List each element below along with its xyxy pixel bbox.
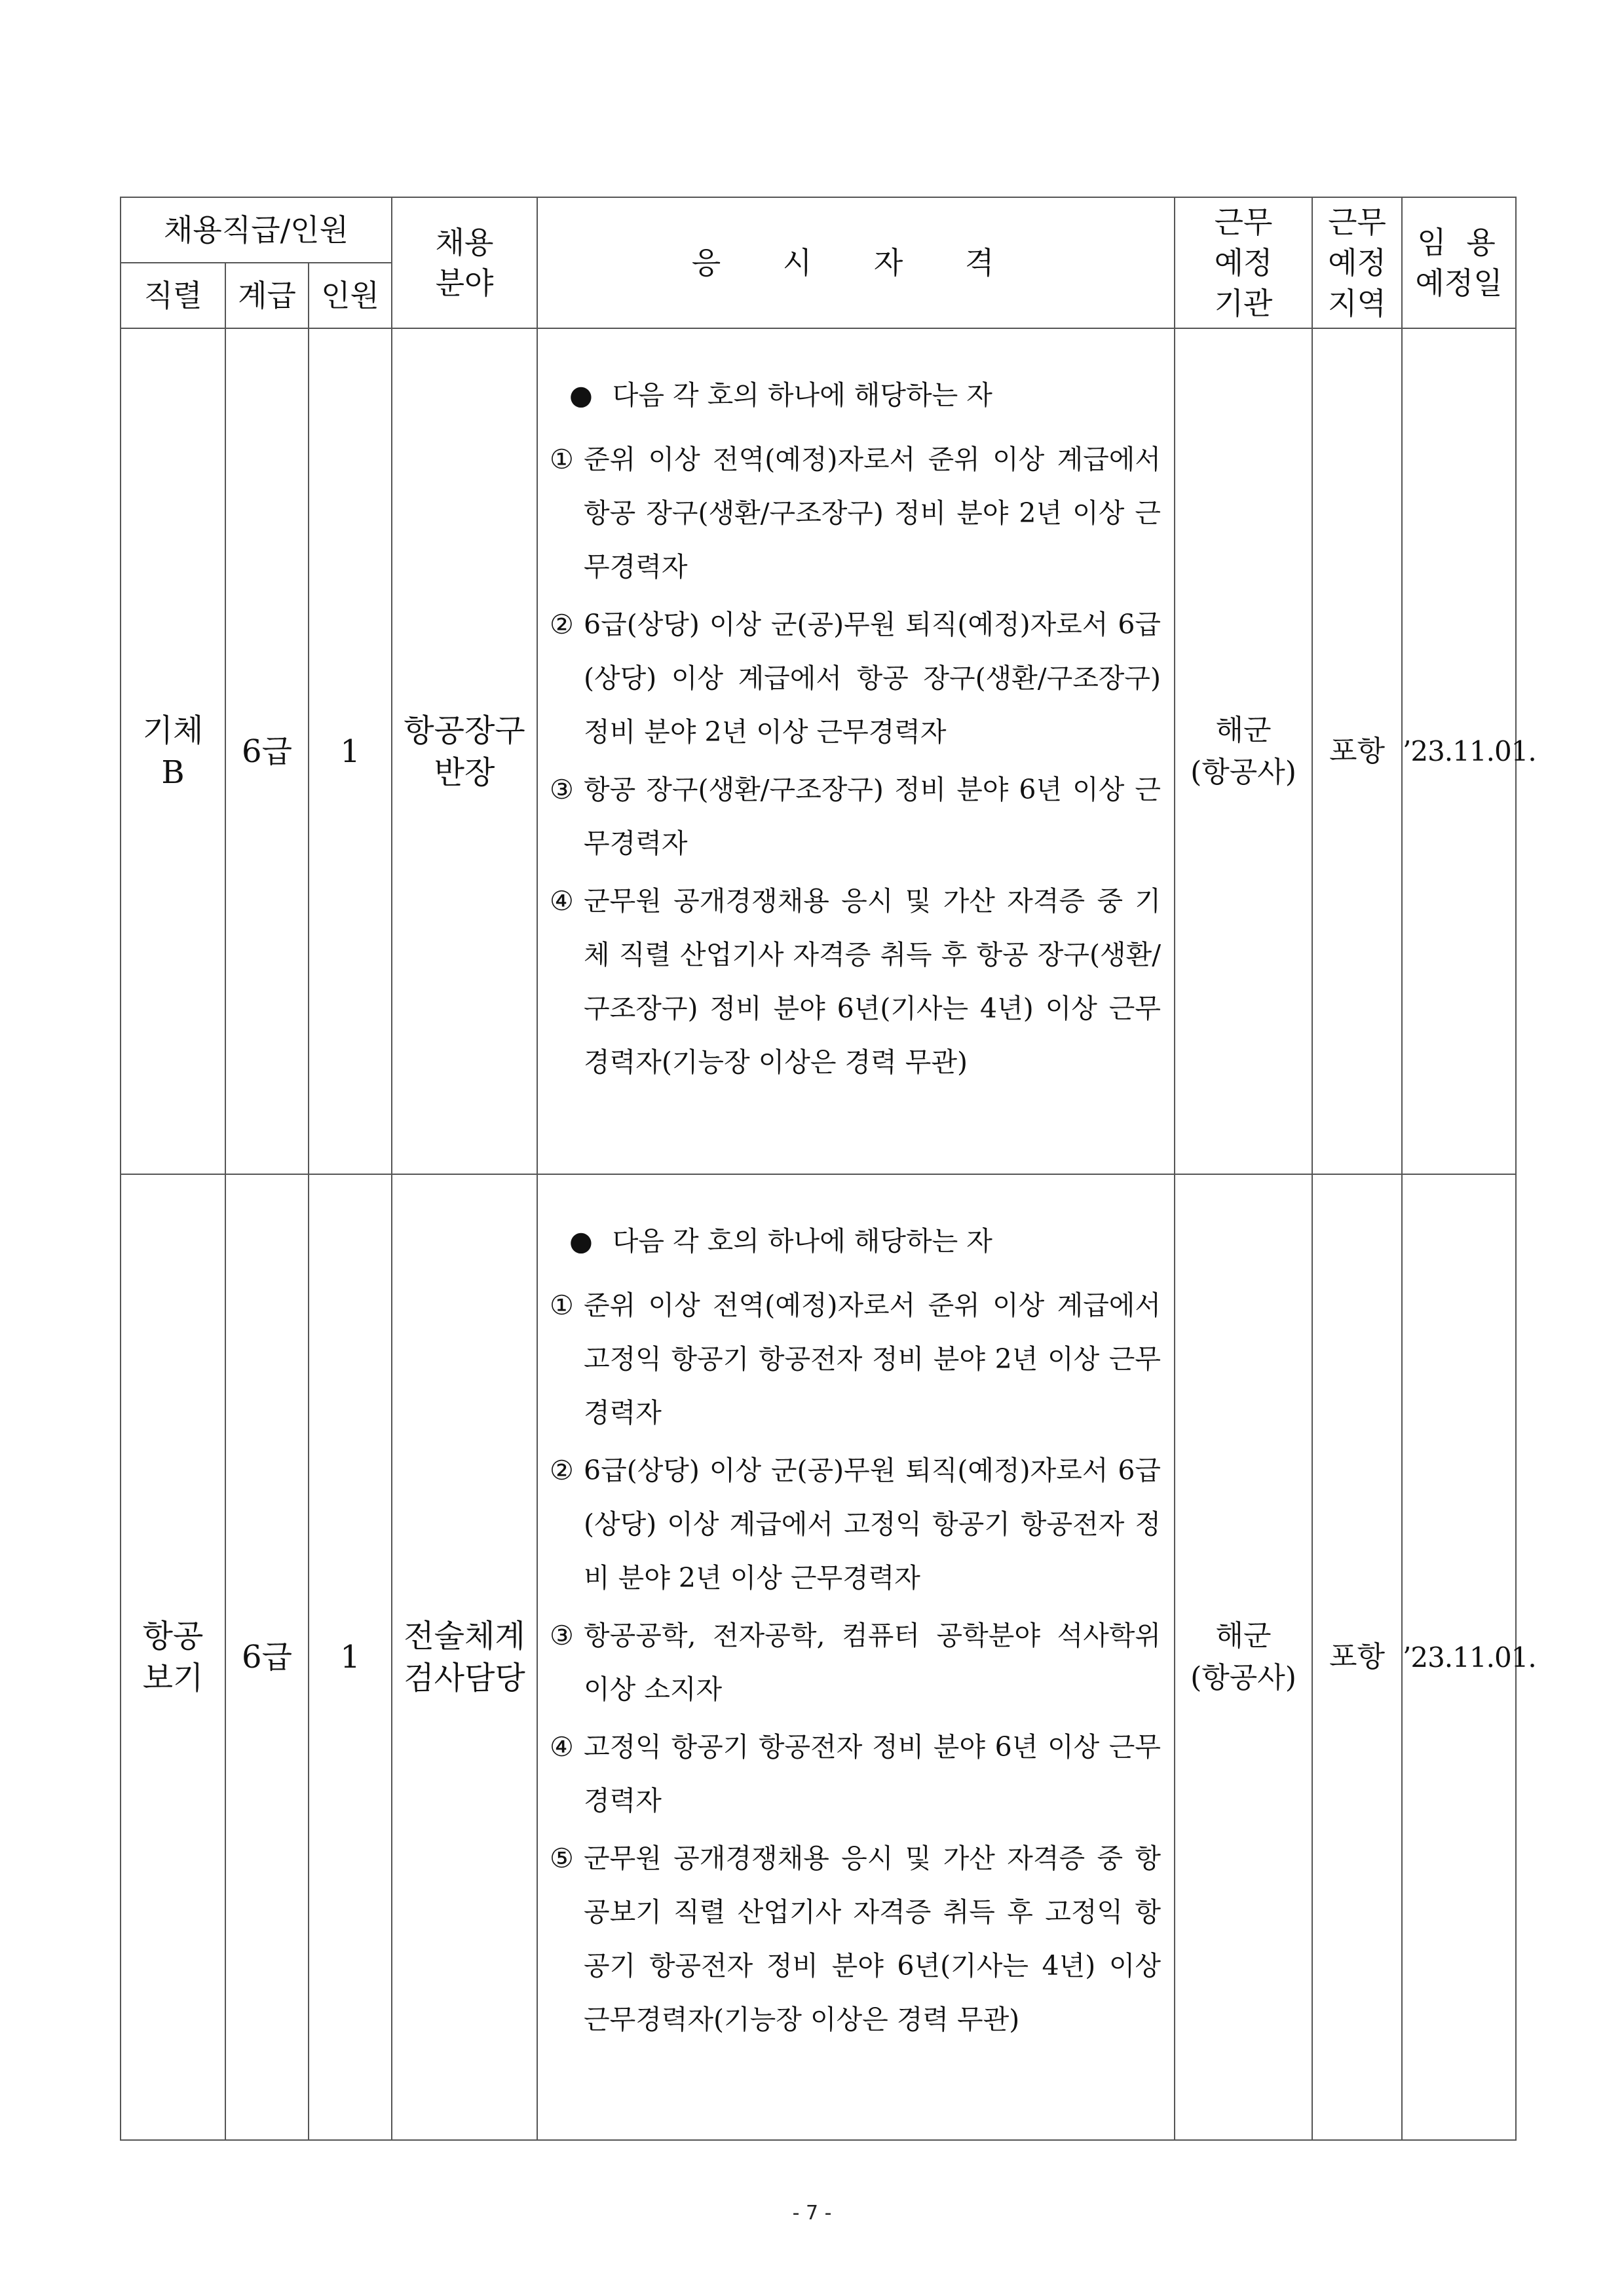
page-number: - 7 -	[792, 2202, 832, 2225]
qualification-item	[550, 1278, 1161, 1440]
header-field-line1: 채용	[435, 225, 494, 260]
series-line1: 항공	[142, 1618, 204, 1655]
grade: 6급	[242, 733, 292, 770]
item-number: ②	[550, 609, 574, 640]
qualification-lead-text: 다음 각 호의 하나에 해당하는 자	[612, 379, 992, 411]
header-region-line1: 근무	[1328, 204, 1386, 240]
item-text: 군무원 공개경쟁채용 응시 및 가산 자격증 중 기체 직렬 산업기사 자격증 취득 후 항공 장구(생환/구조장구) 정비 분야 6년(기사는 4년) 이상 근무경력자(기능장 이상은 경력 무관)	[584, 885, 1161, 1078]
item-number: ④	[550, 885, 574, 917]
qualification-item	[550, 1720, 1161, 1827]
header-row-top	[121, 197, 1516, 263]
item-number: ③	[550, 1620, 574, 1651]
header-date-cell	[1402, 197, 1516, 328]
date-cell	[1402, 328, 1536, 1174]
count-cell	[309, 1174, 392, 2140]
org-line2: (항공사)	[1190, 755, 1296, 789]
count: 1	[340, 733, 360, 770]
item-text: 항공 장구(생환/구조장구) 정비 분야 6년 이상 근무경력자	[584, 774, 1161, 859]
field-line2: 검사담당	[404, 1660, 525, 1696]
org-line1: 해군	[1215, 713, 1272, 747]
grade: 6급	[242, 1639, 292, 1675]
item-text: 고정익 항공기 항공전자 정비 분야 6년 이상 근무경력자	[584, 1731, 1161, 1816]
series-line1: 기체	[142, 712, 204, 749]
header-qualification: 응 시 자 격	[691, 245, 1021, 280]
header-qualification-cell	[537, 197, 1175, 328]
region: 포항	[1329, 734, 1386, 768]
header-date-line1: 임 용	[1417, 225, 1501, 260]
region-cell	[1312, 328, 1402, 1174]
item-number: ⑤	[550, 1843, 574, 1874]
region-cell	[1312, 1174, 1402, 2140]
item-text: 군무원 공개경쟁채용 응시 및 가산 자격증 중 항공보기 직렬 산업기사 자격증 취득 후 고정익 항공기 항공전자 정비 분야 6년(기사는 4년) 이상 근무경력자(기능장 이상은 경력 무관)	[584, 1843, 1161, 2035]
item-text: 준위 이상 전역(예정)자로서 준위 이상 계급에서 항공 장구(생환/구조장구) 정비 분야 2년 이상 근무경력자	[584, 444, 1161, 583]
item-number: ②	[550, 1455, 574, 1486]
qualification-item	[550, 763, 1161, 870]
qualification-cell	[537, 328, 1175, 1174]
header-org-line1: 근무	[1214, 204, 1273, 240]
header-count-cell	[309, 263, 392, 328]
table-row	[121, 328, 1516, 1174]
header-field-cell	[392, 197, 537, 328]
field-line1: 항공장구	[404, 712, 525, 749]
bullet-icon: ●	[569, 379, 593, 411]
item-text: 준위 이상 전역(예정)자로서 준위 이상 계급에서 고정익 항공기 항공전자 정비 분야 2년 이상 근무경력자	[584, 1290, 1161, 1428]
grade-cell	[225, 328, 309, 1174]
series-line2: B	[161, 754, 185, 791]
org-line2: (항공사)	[1190, 1661, 1296, 1694]
org-line1: 해군	[1215, 1619, 1272, 1653]
qualification-item	[550, 1609, 1161, 1716]
header-org-line3: 기관	[1214, 286, 1273, 321]
field-line1: 전술체계	[404, 1618, 525, 1655]
recruitment-table	[120, 197, 1536, 2141]
item-number: ③	[550, 774, 574, 805]
date-cell	[1402, 1174, 1536, 2140]
field-cell	[392, 328, 537, 1174]
header-grade: 계급	[238, 278, 296, 313]
qualification-item	[550, 432, 1161, 594]
header-series-cell	[121, 263, 225, 328]
qualification-lead	[550, 368, 1161, 422]
appointment-date: ’23.11.01.	[1403, 1641, 1536, 1674]
qualification-cell	[537, 1174, 1175, 2140]
count: 1	[340, 1639, 360, 1675]
header-region-line2: 예정	[1328, 245, 1386, 280]
header-series: 직렬	[143, 278, 202, 313]
header-region-cell	[1312, 197, 1402, 328]
item-text: 6급(상당) 이상 군(공)무원 퇴직(예정)자로서 6급(상당) 이상 계급에서 고정익 항공기 항공전자 정비 분야 2년 이상 근무경력자	[584, 1455, 1161, 1594]
region: 포항	[1329, 1640, 1386, 1674]
qualification-item	[550, 1831, 1161, 2046]
header-count: 인원	[321, 278, 379, 313]
series-cell	[121, 328, 225, 1174]
header-field-line2: 분야	[435, 265, 494, 301]
header-group-cell	[121, 197, 392, 263]
header-group: 채용직급/인원	[163, 212, 349, 248]
qualification-lead	[550, 1214, 1161, 1268]
org-cell	[1175, 328, 1312, 1174]
series-line2: 보기	[142, 1660, 204, 1696]
org-cell	[1175, 1174, 1312, 2140]
header-org-line2: 예정	[1214, 245, 1273, 280]
item-text: 항공공학, 전자공학, 컴퓨터 공학분야 석사학위 이상 소지자	[584, 1620, 1161, 1705]
qualification-item	[550, 874, 1161, 1089]
bullet-icon: ●	[569, 1225, 593, 1257]
table-row	[121, 1174, 1516, 2140]
header-date-line2: 예정일	[1415, 265, 1503, 301]
qualification-lead-text: 다음 각 호의 하나에 해당하는 자	[612, 1225, 992, 1257]
field-cell	[392, 1174, 537, 2140]
item-text: 6급(상당) 이상 군(공)무원 퇴직(예정)자로서 6급(상당) 이상 계급에서 항공 장구(생환/구조장구) 정비 분야 2년 이상 근무경력자	[584, 609, 1161, 748]
header-grade-cell	[225, 263, 309, 328]
field-line2: 반장	[434, 754, 495, 791]
item-number: ①	[550, 1290, 574, 1321]
qualification-item	[550, 1444, 1161, 1605]
header-org-cell	[1175, 197, 1312, 328]
item-number: ④	[550, 1731, 574, 1763]
count-cell	[309, 328, 392, 1174]
series-cell	[121, 1174, 225, 2140]
header-region-line3: 지역	[1328, 286, 1386, 321]
item-number: ①	[550, 444, 574, 475]
grade-cell	[225, 1174, 309, 2140]
qualification-item	[550, 598, 1161, 759]
appointment-date: ’23.11.01.	[1403, 735, 1536, 767]
